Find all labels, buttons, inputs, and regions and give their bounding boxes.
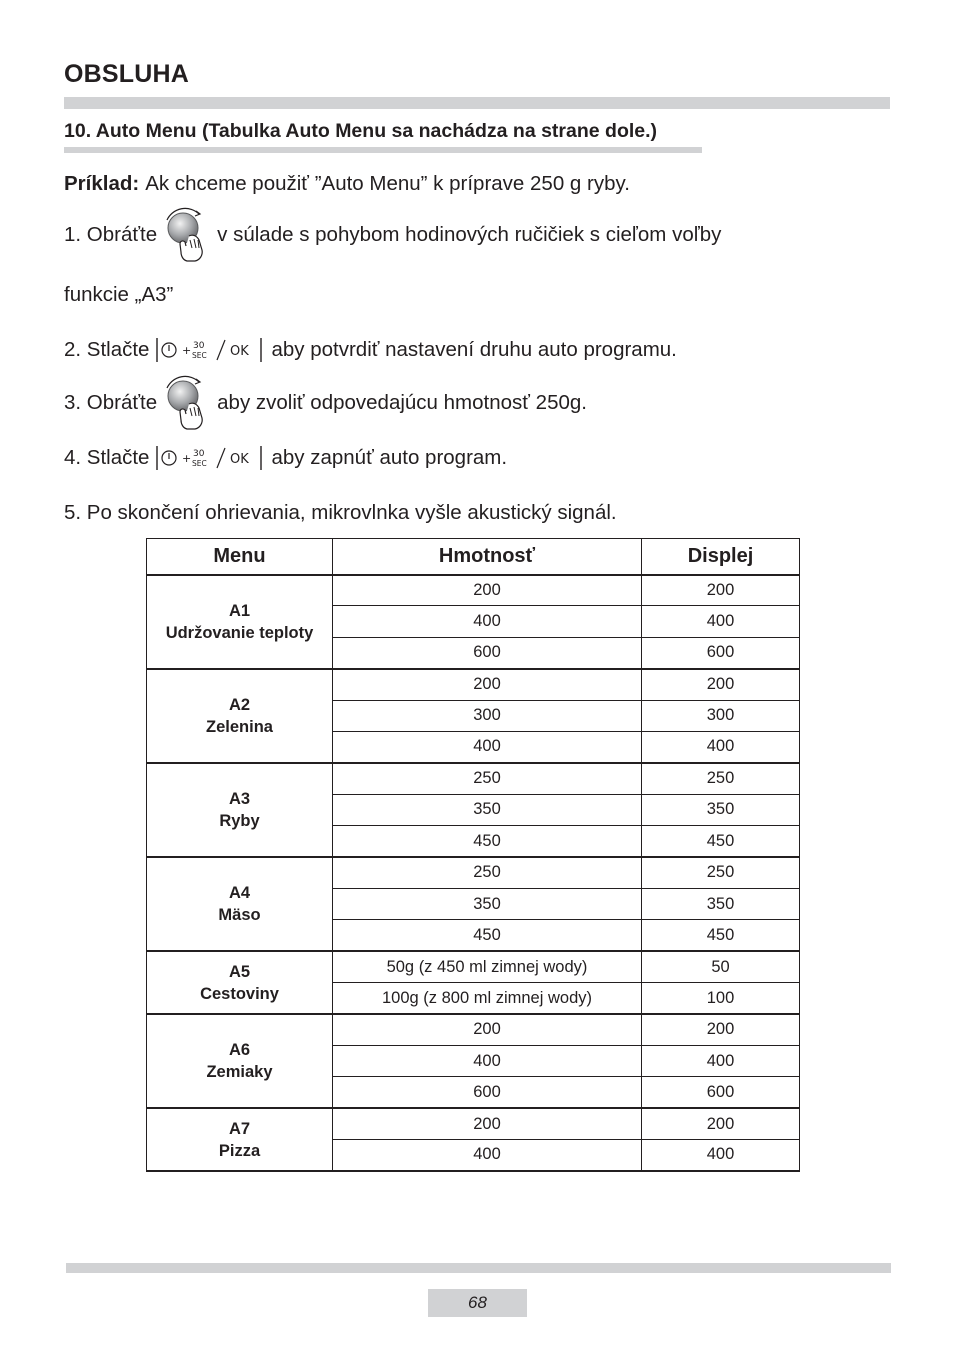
menu-program-cell bbox=[147, 1108, 333, 1171]
program-name: Cestoviny bbox=[200, 984, 279, 1003]
step-4-pre: 4. Stlačte bbox=[64, 446, 150, 469]
weight-cell: 100g (z 800 ml zimnej wody) bbox=[333, 983, 642, 1014]
step-1-pre: 1. Obráťte bbox=[64, 223, 158, 246]
menu-program-cell bbox=[147, 1014, 333, 1108]
step-3 bbox=[64, 374, 587, 432]
display-cell: 300 bbox=[642, 700, 800, 731]
display-cell: 600 bbox=[642, 637, 800, 668]
weight-cell: 450 bbox=[333, 826, 642, 857]
title-divider bbox=[64, 97, 890, 109]
dial-knob-hand-icon bbox=[159, 374, 211, 432]
program-name: Ryby bbox=[219, 811, 260, 830]
weight-cell: 300 bbox=[333, 700, 642, 731]
display-cell: 600 bbox=[642, 1077, 800, 1108]
display-cell: 50 bbox=[642, 951, 800, 982]
example-line bbox=[64, 172, 630, 196]
table-row bbox=[147, 857, 800, 888]
program-code: A2 bbox=[228, 695, 251, 714]
auto-menu-table bbox=[146, 538, 800, 1172]
weight-cell: 200 bbox=[333, 1108, 642, 1139]
svg-text:30: 30 bbox=[193, 449, 205, 459]
start-30sec-ok-button-icon bbox=[155, 336, 265, 364]
step-2 bbox=[64, 336, 677, 364]
weight-cell: 400 bbox=[333, 1140, 642, 1171]
weight-cell: 400 bbox=[333, 606, 642, 637]
svg-text:SEC: SEC bbox=[192, 351, 208, 360]
example-text: Ak chceme použiť ”Auto Menu” k príprave 250 g ryby. bbox=[145, 172, 630, 195]
weight-cell: 200 bbox=[333, 1014, 642, 1045]
header-display: Displej bbox=[642, 539, 800, 575]
step-5-text: 5. Po skončení ohrievania, mikrovlnka vyšle akustický signál. bbox=[64, 501, 617, 524]
step-4 bbox=[64, 444, 507, 472]
menu-program-cell bbox=[147, 857, 333, 951]
weight-cell: 400 bbox=[333, 731, 642, 762]
weight-cell: 600 bbox=[333, 637, 642, 668]
display-cell: 400 bbox=[642, 1140, 800, 1171]
footer-divider bbox=[66, 1263, 891, 1273]
step-5 bbox=[64, 501, 617, 525]
svg-text:+: + bbox=[182, 344, 192, 357]
display-cell: 350 bbox=[642, 794, 800, 825]
program-name: Pizza bbox=[218, 1141, 261, 1160]
section-heading: 10. Auto Menu (Tabulka Auto Menu sa nachádza na strane dole.) bbox=[64, 120, 658, 142]
menu-program-cell bbox=[147, 575, 333, 669]
program-code: A4 bbox=[228, 884, 251, 903]
step-1-continued bbox=[64, 283, 173, 307]
weight-cell: 600 bbox=[333, 1077, 642, 1108]
svg-text:OK: OK bbox=[230, 452, 250, 467]
display-cell: 200 bbox=[642, 1014, 800, 1045]
program-name: Udržovanie teploty bbox=[165, 623, 314, 642]
page-number: 68 bbox=[428, 1289, 527, 1317]
program-name: Zemiaky bbox=[206, 1063, 273, 1082]
display-cell: 250 bbox=[642, 763, 800, 794]
weight-cell: 50g (z 450 ml zimnej wody) bbox=[333, 951, 642, 982]
svg-text:+: + bbox=[182, 452, 192, 465]
step-2-pre: 2. Stlačte bbox=[64, 338, 150, 361]
table-row bbox=[147, 1014, 800, 1045]
weight-cell: 400 bbox=[333, 1045, 642, 1076]
start-30sec-ok-button-icon bbox=[155, 444, 265, 472]
program-name: Mäso bbox=[218, 906, 261, 925]
header-menu: Menu bbox=[147, 539, 333, 575]
weight-cell: 450 bbox=[333, 920, 642, 951]
display-cell: 200 bbox=[642, 669, 800, 700]
display-cell: 100 bbox=[642, 983, 800, 1014]
table-row bbox=[147, 575, 800, 606]
example-label: Príklad: bbox=[64, 172, 140, 195]
program-name: Zelenina bbox=[206, 717, 273, 736]
svg-text:30: 30 bbox=[193, 341, 205, 351]
weight-cell: 250 bbox=[333, 763, 642, 794]
program-code: A5 bbox=[228, 962, 251, 981]
step-1-post: v súlade s pohybom hodinových ručičiek s cieľom voľby bbox=[217, 223, 722, 246]
weight-cell: 200 bbox=[333, 575, 642, 606]
display-cell: 400 bbox=[642, 606, 800, 637]
step-1-cont: funkcie „A3” bbox=[64, 283, 174, 306]
program-code: A3 bbox=[228, 789, 251, 808]
section-divider bbox=[64, 147, 702, 153]
display-cell: 200 bbox=[642, 1108, 800, 1139]
weight-cell: 250 bbox=[333, 857, 642, 888]
step-3-pre: 3. Obráťte bbox=[64, 391, 158, 414]
svg-text:SEC: SEC bbox=[192, 459, 208, 468]
header-weight: Hmotnosť bbox=[333, 539, 642, 575]
menu-program-cell bbox=[147, 763, 333, 857]
display-cell: 400 bbox=[642, 1045, 800, 1076]
step-1 bbox=[64, 206, 721, 264]
step-3-post: aby zvoliť odpovedajúcu hmotnosť 250g. bbox=[217, 391, 587, 414]
menu-program-cell bbox=[147, 669, 333, 763]
weight-cell: 350 bbox=[333, 888, 642, 919]
table-header-row bbox=[147, 539, 800, 575]
program-code: A7 bbox=[228, 1119, 251, 1138]
svg-text:OK: OK bbox=[230, 344, 250, 359]
display-cell: 200 bbox=[642, 575, 800, 606]
program-code: A6 bbox=[228, 1041, 251, 1060]
display-cell: 250 bbox=[642, 857, 800, 888]
display-cell: 450 bbox=[642, 826, 800, 857]
page-title: OBSLUHA bbox=[64, 60, 190, 88]
display-cell: 350 bbox=[642, 888, 800, 919]
dial-knob-hand-icon bbox=[159, 206, 211, 264]
table-row bbox=[147, 763, 800, 794]
program-code: A1 bbox=[228, 601, 251, 620]
weight-cell: 200 bbox=[333, 669, 642, 700]
menu-program-cell bbox=[147, 951, 333, 1014]
step-2-post: aby potvrdiť nastavení druhu auto programu. bbox=[271, 338, 677, 361]
display-cell: 400 bbox=[642, 731, 800, 762]
step-4-post: aby zapnúť auto program. bbox=[271, 446, 508, 469]
table-body bbox=[147, 575, 800, 1171]
table-row bbox=[147, 1108, 800, 1139]
table-row bbox=[147, 951, 800, 982]
display-cell: 450 bbox=[642, 920, 800, 951]
table-row bbox=[147, 669, 800, 700]
weight-cell: 350 bbox=[333, 794, 642, 825]
